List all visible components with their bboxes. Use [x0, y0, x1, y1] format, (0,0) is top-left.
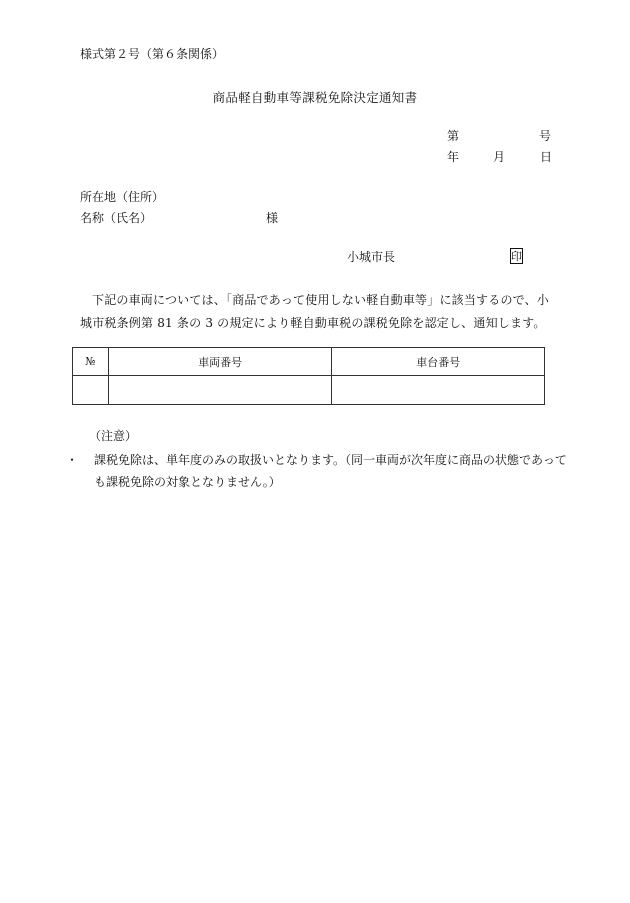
vehicle-table — [72, 347, 545, 405]
note-text: 課税免除は、単年度のみの取扱いとなります。（同一車両が次年度に商品の状態であっても課税免除の対象となりません。） — [94, 453, 567, 489]
table-header-row — [73, 348, 545, 376]
body-text: 下記の車両については、「商品であって使用しない軽自動車等」に該当するので、小城市税条例第 81 条の 3 の規定により軽自動車税の課税免除を認定し、通知します。 — [80, 293, 550, 330]
document-title: 商品軽自動車等課税免除決定通知書 — [212, 90, 418, 105]
date-year-label: 年 — [447, 150, 460, 164]
cell-number — [73, 376, 109, 405]
document-number-suffix: 号 — [539, 129, 552, 143]
cell-vehicle-number — [108, 376, 332, 405]
seal-box: 印 — [511, 250, 522, 263]
note-item — [66, 449, 574, 493]
header-chassis-number: 車台番号 — [332, 348, 545, 376]
issuer-title: 小城市長 — [347, 250, 396, 264]
recipient-name-label: 名称（氏名） — [80, 211, 153, 225]
header-number: № — [73, 348, 109, 376]
document-number-prefix: 第 — [447, 129, 460, 143]
header-vehicle-number: 車両番号 — [108, 348, 332, 376]
recipient-honorific: 様 — [266, 211, 279, 225]
note-bullet: ・ — [66, 453, 79, 467]
form-number: 様式第２号（第６条関係） — [80, 47, 225, 61]
recipient-address-label: 所在地（住所） — [80, 190, 165, 204]
date-month-label: 月 — [493, 150, 506, 164]
cell-chassis-number — [332, 376, 545, 405]
date-day-label: 日 — [540, 150, 553, 164]
notes-heading: （注意） — [89, 429, 138, 443]
table-row — [73, 376, 545, 405]
